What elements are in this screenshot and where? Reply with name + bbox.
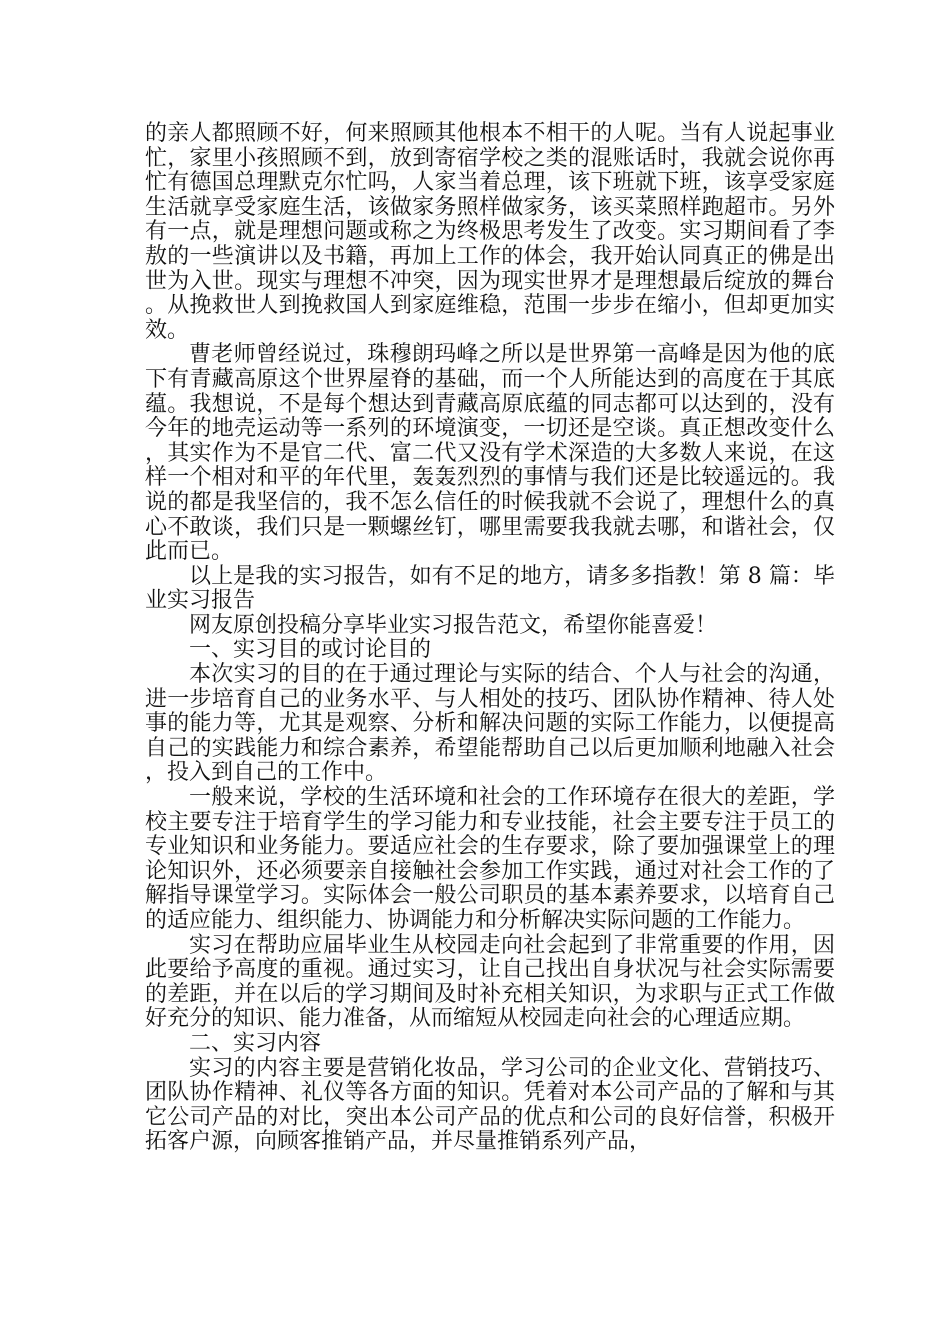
section-heading-2: 二、实习内容: [189, 1030, 322, 1056]
paragraph-4: 网友原创投稿分享毕业实习报告范文，希望你能喜爱！: [189, 612, 718, 638]
paragraph-6: 一般来说，学校的生活环境和社会的工作环境存在很大的差距，学校主要专注于培育学生的学习能力和专业技能，社会主要专注于员工的专业知识和业务能力。要适应社会的生存要求，除了要加强课堂上的理论知识外，还必须要亲自接触社会参加工作实践，通过对社会工作的了解指导课堂学习。实际体会一般公司职员的基本素养要求，以培育自己的适应能力、组织能力、协调能力和分析解决实际问题的工作能力。: [145, 785, 835, 933]
paragraph-7: 实习在帮助应届毕业生从校园走向社会起到了非常重要的作用，因此要给予高度的重视。通过实习，让自己找出自身状况与社会实际需要的差距，并在以后的学习期间及时补充相关知识，为求职与正式工作做好充分的知识、能力准备，从而缩短从校园走向社会的心理适应期。: [145, 932, 835, 1032]
document-body: [145, 122, 835, 1155]
paragraph-3: 以上是我的实习报告，如有不足的地方，请多多指教！第 8 篇：毕业实习报告: [145, 563, 835, 614]
paragraph-5: 本次实习的目的在于通过理论与实际的结合、个人与社会的沟通，进一步培育自己的业务水平、与人相处的技巧、团队协作精神、待人处事的能力等，尤其是观察、分析和解决问题的实际工作能力，以便提高自己的实践能力和综合素养，希望能帮助自己以后更加顺利地融入社会，投入到自己的工作中。: [145, 662, 835, 786]
section-heading-1: 一、实习目的或讨论目的: [189, 637, 432, 663]
paragraph-1: 的亲人都照顾不好，何来照顾其他根本不相干的人呢。当有人说起事业忙，家里小孩照顾不到，放到寄宿学校之类的混账话时，我就会说你再忙有德国总理默克尔忙吗，人家当着总理，该下班就下班，该享受家庭生活就享受家庭生活，该做家务照样做家务，该买菜照样跑超市。另外有一点，就是理想问题或称之为终极思考发生了改变。实习期间看了李敖的一些演讲以及书籍，再加上工作的体会，我开始认同真正的佛是出世为入世。现实与理想不冲突，因为现实世界才是理想最后绽放的舞台。从挽救世人到挽救国人到家庭维稳，范围一步步在缩小，但却更加实效。: [145, 121, 835, 343]
paragraph-2: 曹老师曾经说过，珠穆朗玛峰之所以是世界第一高峰是因为他的底下有青藏高原这个世界屋脊的基础，而一个人所能达到的高度在于其底蕴。我想说，不是每个想达到青藏高原底蕴的同志都可以达到的，没有今年的地壳运动等一系列的环境演变，一切还是空谈。真正想改变什么，其实作为不是官二代、富二代又没有学术深造的大多数人来说，在这样一个相对和平的年代里，轰轰烈烈的事情与我们还是比较遥远的。我说的都是我坚信的，我不怎么信任的时候我就不会说了，理想什么的真心不敢谈，我们只是一颗螺丝钉，哪里需要我我就去哪，和谐社会，仅此而已。: [145, 342, 835, 565]
paragraph-8: 实习的内容主要是营销化妆品，学习公司的企业文化、营销技巧、团队协作精神、礼仪等各方面的知识。凭着对本公司产品的了解和与其它公司产品的对比，突出本公司产品的优点和公司的良好信誉，积极开拓客户源，向顾客推销产品，并尽量推销系列产品，: [145, 1055, 835, 1155]
